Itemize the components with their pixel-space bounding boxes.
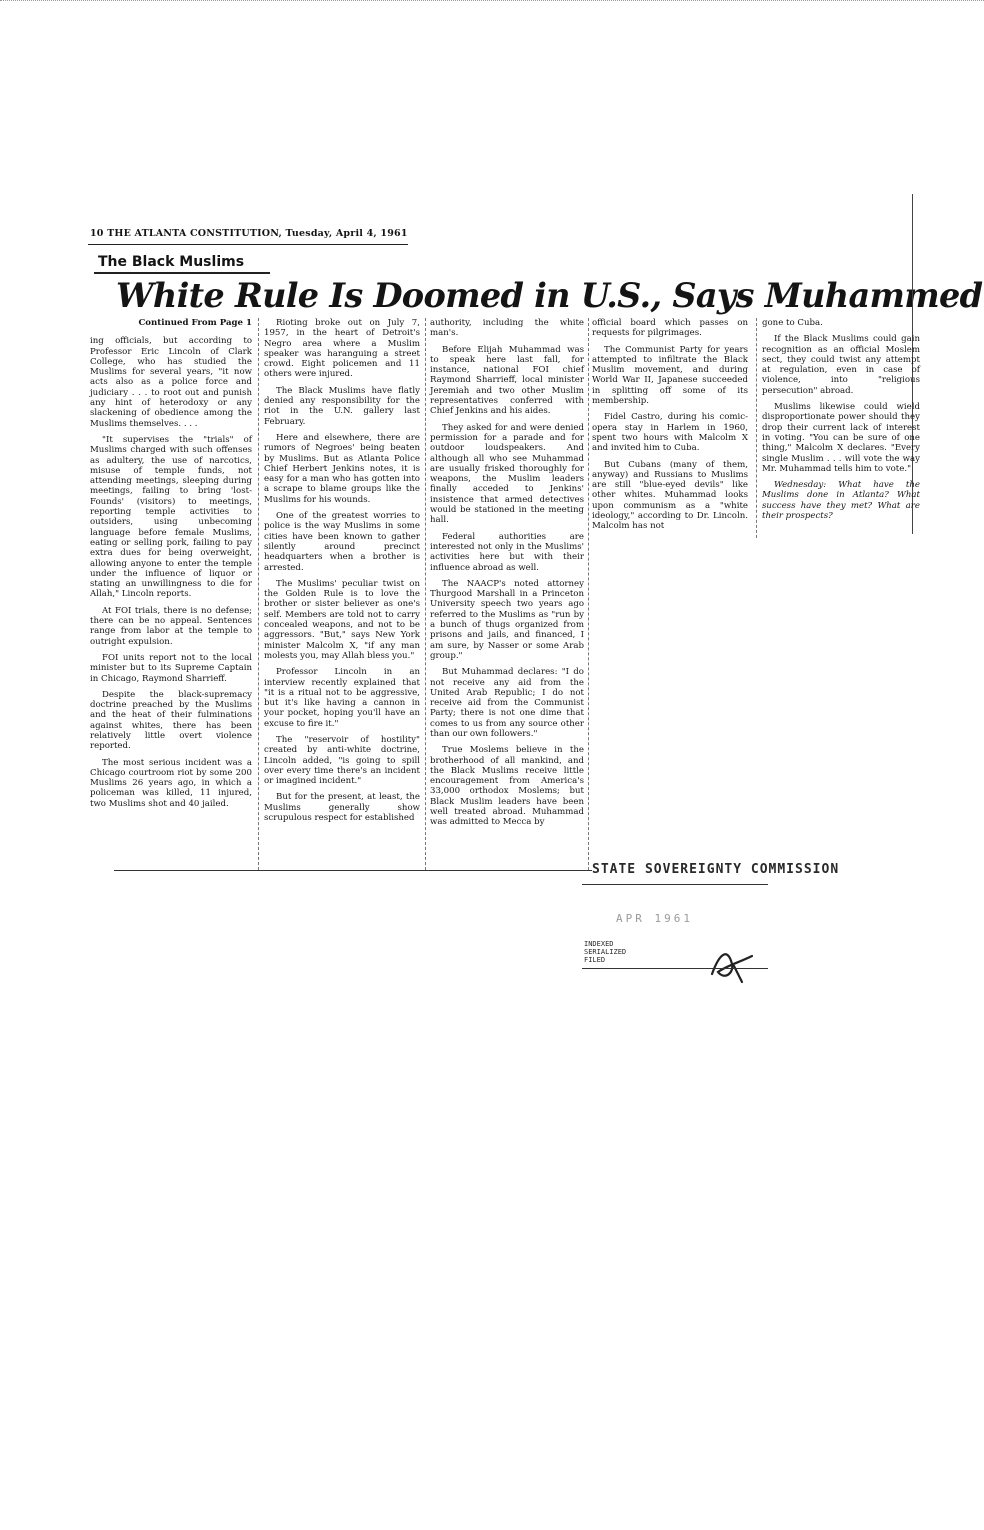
article-column-4	[592, 318, 748, 538]
clipping-bottom-rule	[114, 870, 592, 871]
kicker-rule	[94, 272, 270, 274]
paragraph: The Black Muslims have flatly denied any responsibility for the riot in the U.N. gallery last February.	[264, 385, 420, 427]
kicker: The Black Muslims	[98, 254, 245, 270]
paragraph: "It supervises the "trials" of Muslims charged with such offenses as adultery, the use of narcotics, misuse of temple funds, not attending meetings, sleeping during meetings, failing to bring 'lost-Founds' (visitors) to meetings, reporting temple activities to outsiders, using unbecoming language before female Muslims, eating or selling pork, failing to pay extra dues for being overweight, allowing anyone to enter the temple under the influence of liquor or stating an unwillingness to die for Allah," Lincoln reports.	[90, 434, 252, 600]
paragraph: Despite the black-supremacy doctrine preached by the Muslims and the heat of their fulminations against whites, there has been relatively little overt violence reported.	[90, 689, 252, 752]
article-column-5	[762, 318, 920, 527]
paragraph: True Moslems believe in the brotherhood of all mankind, and the Black Muslims receive little encouragement from America's 33,000 orthodox Moslems; but Black Muslim leaders have been well treated abroad. Muhammad was admitted to Mecca by	[430, 745, 584, 828]
paragraph: ing officials, but according to Professor Eric Lincoln of Clark College, who has studied the Muslims for several years, "it now acts also as a police force and judiciary . . . to root out and punish any hint of heterodoxy or any slackening of obedience among the Muslims themselves. . . .	[90, 336, 252, 429]
page-top-edge	[0, 0, 984, 5]
stamp-line-serialized: SERIALIZED	[584, 948, 627, 956]
article-column-2	[264, 318, 420, 829]
commission-stamp	[578, 862, 840, 992]
paragraph: The Communist Party for years attempted to infiltrate the Black Muslim movement, and during World War II, Japanese succeeded in splitting off some of its membership.	[592, 344, 748, 407]
paragraph: Federal authorities are interested not only in the Muslims' activities here but with their influence abroad as well.	[430, 531, 584, 573]
paragraph: Fidel Castro, during his comic-opera stay in Harlem in 1960, spent two hours with Malcolm X and invited him to Cuba.	[592, 412, 748, 454]
stamp-index-lines	[584, 940, 626, 964]
paragraph: If the Black Muslims could gain recognition as an official Moslem sect, they could twist any attempt at regulation, even in case of violence, into "religious persecution" abroad.	[762, 334, 920, 396]
teaser: Wednesday: What have the Muslims done in Atlanta? What success have they met? What are their prospects?	[762, 480, 920, 522]
paragraph: gone to Cuba.	[762, 318, 823, 328]
article-column-1	[90, 318, 252, 815]
stamp-date: APR 1961	[616, 912, 693, 925]
newspaper-clipping	[84, 224, 983, 888]
paragraph: The "reservoir of hostility" created by anti-white doctrine, Lincoln added, "is going to spill over every time there's an incident or imagined incident."	[264, 734, 420, 787]
headline: White Rule Is Doomed in U.S., Says Muhammed	[116, 276, 983, 315]
paragraph: authority, including the white man's.	[430, 318, 584, 339]
column-divider	[258, 318, 259, 870]
article-column-3	[430, 318, 584, 834]
stamp-rule	[582, 884, 768, 885]
stamp-line-indexed: INDEXED	[584, 940, 614, 948]
column-divider	[425, 318, 426, 870]
paragraph: The most serious incident was a Chicago courtroom riot by some 200 Muslims 26 years ago, in which a policeman was killed, 11 injured, two Muslims shot and 40 jailed.	[90, 757, 252, 809]
paragraph: The Muslims' peculiar twist on the Golden Rule is to love the brother or sister believer as one's self. Members are told not to carry concealed weapons, and not to be aggressors. "But," says New York minister Malcolm X, "if any man molests you, may Allah bless you."	[264, 578, 420, 661]
paragraph: The NAACP's noted attorney Thurgood Marshall in a Princeton University speech two years ago referred to the Muslims as "run by a bunch of thugs organized from prisons and jails, and financed, I am sure, by Nasser or some Arab group."	[430, 578, 584, 661]
column-divider	[588, 318, 589, 870]
paragraph: One of the greatest worries to police is the way Muslims in some cities have been known to gather silently around precinct headquarters when a brother is arrested.	[264, 511, 420, 573]
paragraph: official board which passes on requests for pilgrimages.	[592, 318, 748, 339]
stamp-title: STATE SOVEREIGNTY COMMISSION	[592, 862, 840, 877]
stamp-base-rule	[582, 968, 768, 969]
paragraph: At FOI trials, there is no defense; there can be no appeal. Sentences range from labor at the temple to outright expulsion.	[90, 605, 252, 647]
paragraph: Muslims likewise could wield disproportionate power should they drop their current lack of interest in voting. "You can be sure of one thing," Malcolm X declares. "Every single Muslim . . . will vote the way Mr. Muhammad tells him to vote."	[762, 402, 920, 474]
handwritten-initial-icon	[706, 944, 756, 984]
paragraph: They asked for and were denied permission for a parade and for outdoor loudspeakers. And although all who see Muhammad are usually frisked thoroughly for weapons, the Muslim leaders finally acceded to Jenkins' insistence that armed detectives would be stationed in the meeting hall.	[430, 422, 584, 526]
masthead: 10 THE ATLANTA CONSTITUTION, Tuesday, April 4, 1961	[90, 228, 408, 239]
paragraph: Professor Lincoln in an interview recently explained that "it is a ritual not to be aggressive, but it's like having a cannon in your pocket, hoping you'll have an excuse to fire it."	[264, 667, 420, 729]
paragraph: But Cubans (many of them, anyway) and Russians to Muslims are still "blue-eyed devils" like other whites. Muhammad looks upon communism as a "white ideology," according to Dr. Lincoln. Malcolm has not	[592, 459, 748, 532]
continued-note: Continued From Page 1	[138, 318, 252, 328]
column-divider	[756, 318, 757, 538]
stamp-line-filed: FILED	[584, 956, 606, 964]
paragraph: But Muhammad declares: "I do not receive any aid from the United Arab Republic; I do not receive aid from the Communist Party; there is not one dime that comes to us from any source other than our own followers."	[430, 667, 584, 739]
paragraph: But for the present, at least, the Muslims generally show scrupulous respect for established	[264, 792, 420, 824]
paragraph: Before Elijah Muhammad was to speak here last fall, for instance, national FOI chief Raymond Sharrieff, local minister Jeremiah and two other Muslim representatives conferred with Chief Jenkins and his aides.	[430, 344, 584, 417]
paragraph: FOI units report not to the local minister but to its Supreme Captain in Chicago, Raymond Sharrieff.	[90, 652, 252, 684]
paragraph: Rioting broke out on July 7, 1957, in the heart of Detroit's Negro area where a Muslim speaker was haranguing a street crowd. Eight policemen and 11 others were injured.	[264, 318, 420, 380]
paragraph: Here and elsewhere, there are rumors of Negroes' being beaten by Muslims. But as Atlanta Police Chief Herbert Jenkins notes, it is easy for a man who has gotten into a scrape to blame groups like the Muslims for his wounds.	[264, 432, 420, 505]
masthead-rule	[88, 244, 408, 245]
